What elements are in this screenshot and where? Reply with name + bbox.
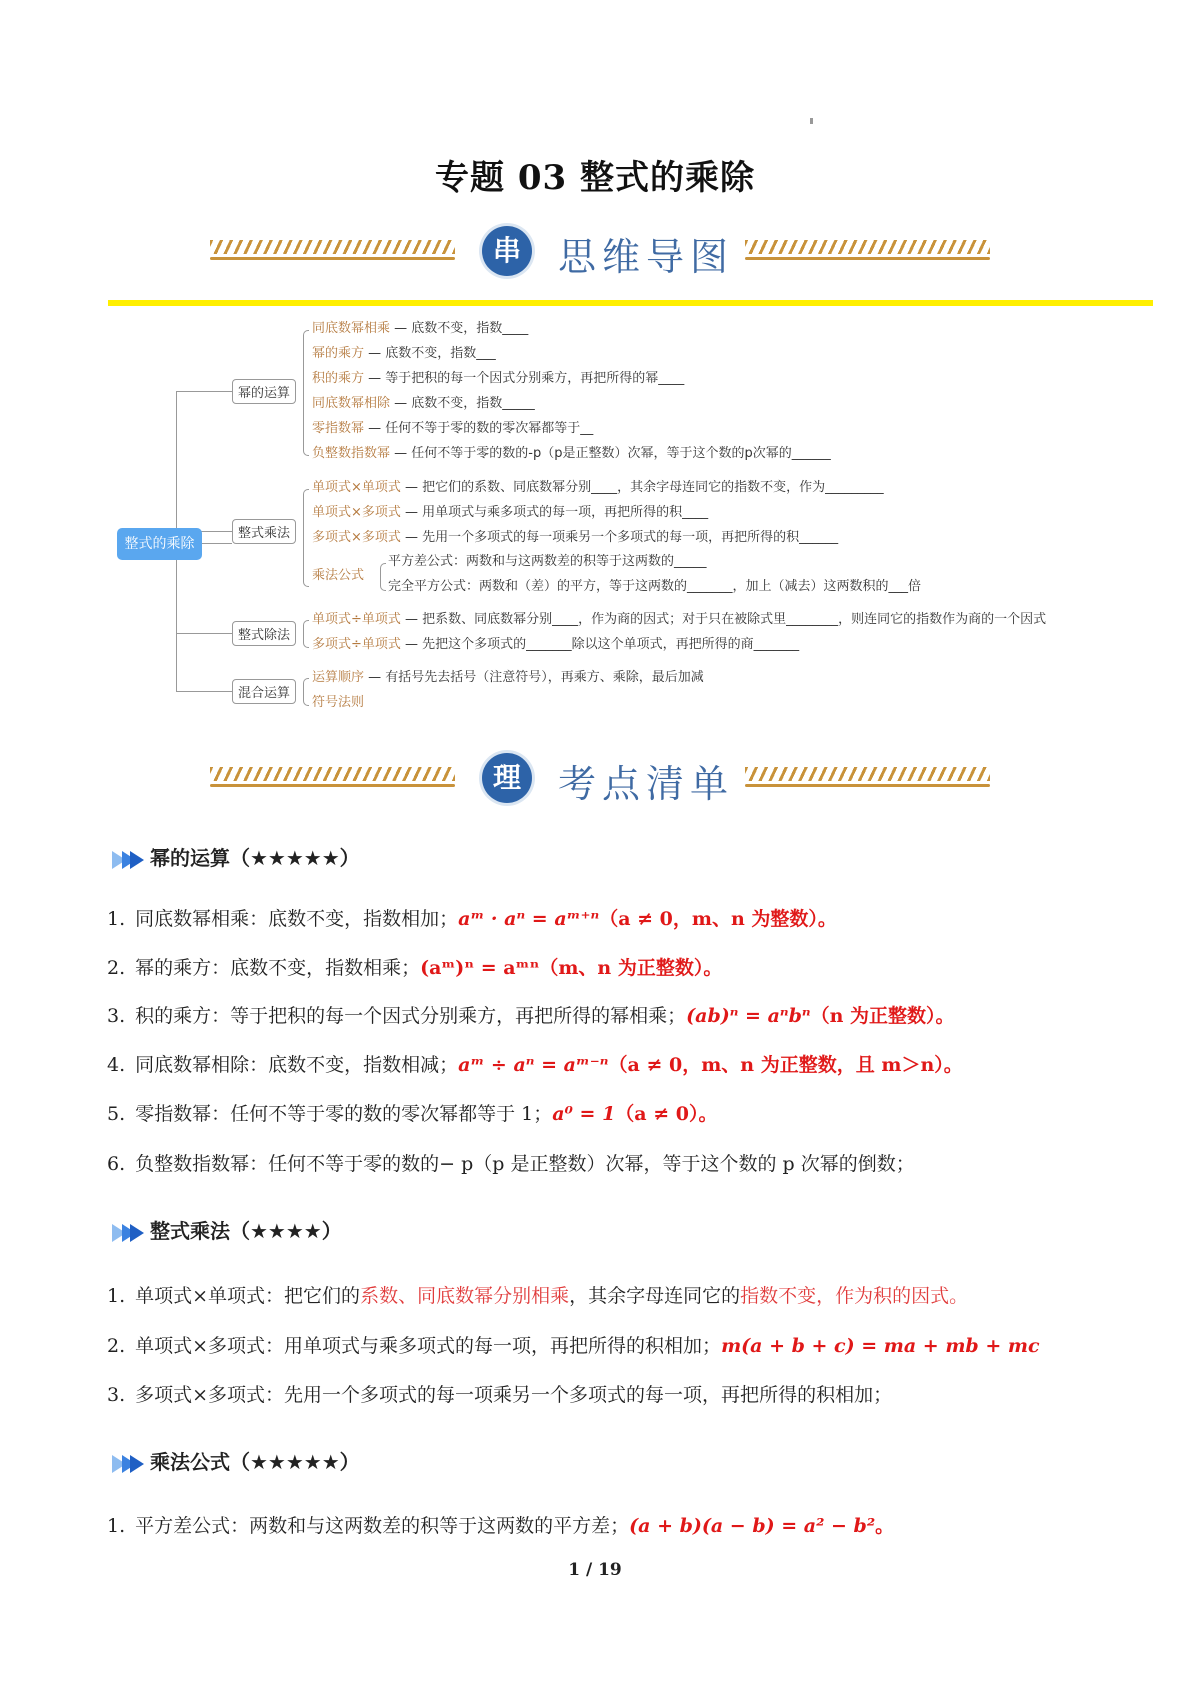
leaf-key: 多项式÷单项式 bbox=[312, 637, 401, 652]
list-item bbox=[107, 1099, 717, 1126]
text-span: 积的乘方：等于把积的每一个因式分别乘方，再把所得的幂相乘； bbox=[135, 1005, 687, 1027]
text-span: (aᵐ)ⁿ = aᵐⁿ bbox=[420, 957, 540, 979]
branch-multiplication: 整式乘法 bbox=[232, 519, 296, 544]
leaf bbox=[312, 504, 708, 522]
list-item bbox=[107, 1149, 915, 1176]
list-item bbox=[107, 1001, 955, 1028]
leaf-desc: — 先用一个多项式的每一项乘另一个多项式的每一项，再把所得的积______ bbox=[400, 530, 839, 545]
leaf-desc: — 底数不变，指数___ bbox=[364, 346, 496, 361]
badge-icon: 理 bbox=[482, 753, 532, 803]
list-item bbox=[107, 904, 837, 931]
double-chevron-icon bbox=[112, 1224, 146, 1242]
leaf-key: 负整数指数幂 bbox=[312, 446, 391, 461]
text-span: a⁰ = 1 bbox=[552, 1103, 616, 1125]
text-span: （a ≠ 0，m、n 为正整数，且 m＞n）。 bbox=[608, 1054, 963, 1076]
stripe-decoration-right bbox=[745, 767, 990, 789]
text-span: (ab)ⁿ = aⁿbⁿ bbox=[686, 1005, 811, 1027]
list-item bbox=[107, 1281, 968, 1308]
stripe-decoration-right bbox=[745, 240, 990, 262]
leaf bbox=[312, 479, 884, 497]
list-item bbox=[107, 1050, 963, 1077]
leaf-desc: — 把它们的系数、同底数幂分别____，其余字母连同它的指数不变，作为_________ bbox=[400, 480, 884, 495]
double-chevron-icon bbox=[112, 851, 146, 869]
text-span: （a ≠ 0，m、n 为整数）。 bbox=[599, 908, 837, 930]
banner-title: 考点清单 bbox=[558, 762, 735, 806]
text-span: 1. bbox=[107, 1515, 126, 1537]
leaf-key: 同底数幂相除 bbox=[312, 396, 391, 411]
text-span: 2. bbox=[107, 1335, 126, 1357]
leaf-desc: — 把系数、同底数幂分别____，作为商的因式；对于只在被除式里________，则连同它的指数作为商的一个因式 bbox=[400, 612, 1047, 627]
text-span: 3. bbox=[107, 1005, 126, 1027]
leaf-key: 同底数幂相乘 bbox=[312, 321, 391, 336]
leaf bbox=[312, 345, 496, 363]
badge-icon: 串 bbox=[482, 226, 532, 276]
checklist-banner bbox=[0, 745, 1190, 815]
leaf-desc: — 先把这个多项式的_______除以这个单项式，再把所得的商_______ bbox=[400, 637, 800, 652]
text-span: 同底数幂相除：底数不变，指数相减； bbox=[135, 1054, 459, 1076]
leaf-key: 多项式×多项式 bbox=[312, 530, 401, 545]
section-heading bbox=[112, 1446, 360, 1475]
text-span: （a ≠ 0）。 bbox=[615, 1103, 718, 1125]
mindmap-banner bbox=[0, 218, 1190, 288]
text-span: 指数不变，作为积的因式。 bbox=[740, 1285, 969, 1307]
scan-mark bbox=[810, 118, 813, 124]
page-title: 专题 03 整式的乘除 bbox=[435, 158, 755, 198]
stripe-decoration-left bbox=[210, 240, 455, 262]
leaf bbox=[312, 445, 831, 463]
text-span: 负整数指数幂：任何不等于零的数的− p（p 是正整数）次幂，等于这个数的 p 次幂的倒数； bbox=[135, 1153, 915, 1175]
leaf-key: 单项式×多项式 bbox=[312, 505, 401, 520]
text-span: 整式乘法（★★★★） bbox=[150, 1219, 342, 1243]
leaf-key: 单项式÷单项式 bbox=[312, 612, 401, 627]
page-number: 1 / 19 bbox=[568, 1560, 622, 1580]
list-item bbox=[107, 1380, 892, 1407]
leaf bbox=[312, 694, 364, 712]
text-span: 5. bbox=[107, 1103, 126, 1125]
leaf bbox=[312, 420, 593, 438]
section-heading bbox=[112, 842, 360, 871]
leaf-desc: 平方差公式：两数和与这两数差的积等于这两数的_____ bbox=[388, 554, 707, 569]
text-span: 3. bbox=[107, 1384, 126, 1406]
leaf bbox=[312, 370, 684, 388]
leaf-key: 幂的乘方 bbox=[312, 346, 365, 361]
leaf bbox=[312, 611, 1046, 629]
text-span: 1. bbox=[107, 908, 126, 930]
text-span: 6. bbox=[107, 1153, 126, 1175]
text-span: （n 为正整数）。 bbox=[810, 1005, 955, 1027]
branch-power-ops: 幂的运算 bbox=[232, 379, 296, 404]
text-span: 单项式×单项式：把它们的 bbox=[135, 1285, 361, 1307]
leaf-key: 乘法公式 bbox=[312, 568, 365, 583]
leaf bbox=[312, 669, 704, 687]
section-heading bbox=[112, 1215, 342, 1244]
leaf bbox=[312, 395, 535, 413]
text-span: 1. bbox=[107, 1285, 126, 1307]
leaf-key: 单项式×单项式 bbox=[312, 480, 401, 495]
text-span: (a + b)(a − b) = a² − b² bbox=[629, 1515, 876, 1537]
divider-bar bbox=[108, 300, 1153, 306]
leaf-desc: — 用单项式与乘多项式的每一项，再把所得的积____ bbox=[400, 505, 709, 520]
branch-mixed-ops: 混合运算 bbox=[232, 679, 296, 704]
leaf-sub bbox=[388, 578, 921, 596]
text-span: 多项式×多项式：先用一个多项式的每一项乘另一个多项式的每一项，再把所得的积相加； bbox=[135, 1384, 893, 1406]
text-span: 平方差公式：两数和与这两数差的积等于这两数的平方差； bbox=[135, 1515, 630, 1537]
leaf-desc: — 底数不变，指数_____ bbox=[390, 396, 535, 411]
double-chevron-icon bbox=[112, 1455, 146, 1473]
text-span: 。 bbox=[875, 1515, 895, 1537]
text-span: 单项式×多项式：用单项式与乘多项式的每一项，再把所得的积相加； bbox=[135, 1335, 722, 1357]
leaf-desc: — 等于把积的每一个因式分别乘方，再把所得的幂____ bbox=[364, 371, 685, 386]
leaf bbox=[312, 567, 364, 585]
leaf bbox=[312, 636, 799, 654]
leaf-desc: 完全平方公式：两数和（差）的平方，等于这两数的_______，加上（减去）这两数积的___倍 bbox=[388, 579, 922, 594]
leaf bbox=[312, 529, 838, 547]
text-span: ，其余字母连同它的 bbox=[569, 1285, 741, 1307]
text-span: 零指数幂：任何不等于零的数的零次幂都等于 1； bbox=[135, 1103, 553, 1125]
text-span: 幂的运算（★★★★★） bbox=[150, 846, 360, 870]
text-span: 乘法公式（★★★★★） bbox=[150, 1450, 360, 1474]
text-span: aᵐ ÷ aⁿ = aᵐ⁻ⁿ bbox=[458, 1054, 609, 1076]
leaf-desc: — 任何不等于零的数的零次幂都等于__ bbox=[364, 421, 594, 436]
text-span: 同底数幂相乘：底数不变，指数相加； bbox=[135, 908, 459, 930]
text-span: 4. bbox=[107, 1054, 126, 1076]
text-span: m(a + b + c) = ma + mb + mc bbox=[721, 1335, 1040, 1357]
leaf-desc: — 任何不等于零的数的-p（p是正整数）次幂，等于这个数的p次幂的______ bbox=[390, 446, 831, 461]
text-span: 幂的乘方：底数不变，指数相乘； bbox=[135, 957, 421, 979]
list-item bbox=[107, 953, 722, 980]
text-span: （m、n 为正整数）。 bbox=[539, 957, 723, 979]
mindmap-root: 整式的乘除 bbox=[117, 528, 202, 560]
branch-division: 整式除法 bbox=[232, 621, 296, 646]
leaf bbox=[312, 320, 528, 338]
list-item bbox=[107, 1511, 894, 1538]
text-span: aᵐ · aⁿ = aᵐ⁺ⁿ bbox=[458, 908, 600, 930]
leaf-key: 积的乘方 bbox=[312, 371, 365, 386]
leaf-desc: — 底数不变，指数____ bbox=[390, 321, 529, 336]
stripe-decoration-left bbox=[210, 767, 455, 789]
list-item bbox=[107, 1331, 1040, 1358]
banner-title: 思维导图 bbox=[558, 235, 735, 279]
leaf-key: 运算顺序 bbox=[312, 670, 365, 685]
text-span: 系数、同底数幂分别相乘 bbox=[360, 1285, 570, 1307]
leaf-key: 零指数幂 bbox=[312, 421, 365, 436]
leaf-desc: — 有括号先去括号（注意符号），再乘方、乘除，最后加减 bbox=[364, 670, 704, 685]
text-span: 2. bbox=[107, 957, 126, 979]
leaf-key: 符号法则 bbox=[312, 695, 365, 710]
leaf-sub bbox=[388, 553, 707, 571]
